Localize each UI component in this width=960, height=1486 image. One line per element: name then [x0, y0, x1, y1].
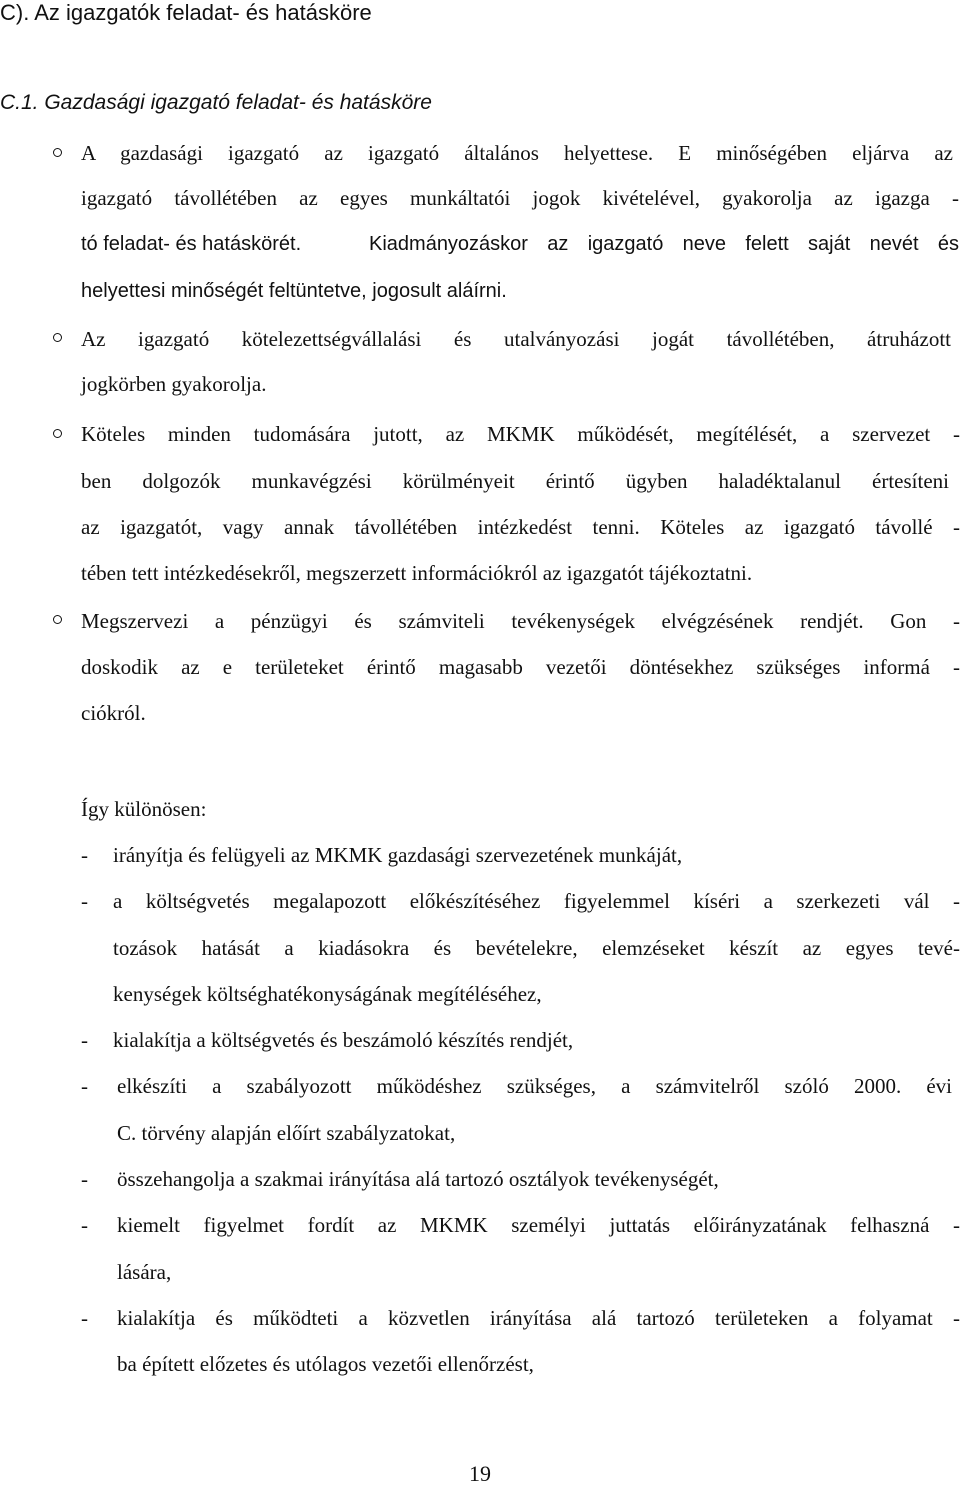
list-intro: Így különösen:	[81, 797, 207, 821]
bullet-marker	[53, 333, 62, 342]
bullet-1-line-4: helyettesi minőségét feltüntetve, jogosult aláírni.	[81, 280, 507, 302]
bullet-1-line-1: A gazdasági igazgató az igazgató általános helyettese. E minőségében eljárva az	[81, 141, 953, 165]
subsection-heading: C.1. Gazdasági igazgató feladat- és hatásköre	[0, 91, 432, 114]
dash-marker: -	[81, 1028, 88, 1052]
bullet-3-line-3: az igazgatót, vagy annak távollétében intézkedést tenni. Köteles az igazgató távollé -	[81, 515, 960, 539]
bullet-3-line-2: ben dolgozók munkavégzési körülményeit érintő ügyben haladéktalanul értesíteni	[81, 469, 949, 493]
dash-3-line-1: kialakítja a költségvetés és beszámoló készítés rendjét,	[113, 1028, 574, 1052]
dash-7-line-2: ba épített előzetes és utólagos vezetői ellenőrzést,	[117, 1352, 534, 1376]
dash-5-line-1: összehangolja a szakmai irányítása alá tartozó osztályok tevékenységét,	[117, 1167, 719, 1191]
bullet-2-line-2: jogkörben gyakorolja.	[81, 372, 267, 396]
dash-4-line-2: C. törvény alapján előírt szabályzatokat,	[117, 1121, 456, 1145]
dash-marker: -	[81, 1306, 88, 1330]
bullet-4-line-1: Megszervezi a pénzügyi és számviteli tevékenységek elvégzésének rendjét. Gon -	[81, 609, 960, 633]
dash-7-line-1: kialakítja és működteti a közvetlen irányítása alá tartozó területeken a folyamat -	[117, 1306, 960, 1330]
bullet-4-line-2: doskodik az e területeket érintő magasabb vezetői döntésekhez szükséges informá -	[81, 655, 960, 679]
dash-4-line-1: elkészíti a szabályozott működéshez szükséges, a számvitelről szóló 2000. évi	[117, 1074, 952, 1098]
page-number: 19	[469, 1461, 491, 1486]
dash-marker: -	[81, 1167, 88, 1191]
bullet-marker	[53, 148, 62, 157]
bullet-marker	[53, 615, 62, 624]
bullet-3-line-4: tében tett intézkedésekről, megszerzett információkról az igazgatót tájékoztatni.	[81, 561, 753, 585]
bullet-2-line-1: Az igazgató kötelezettségvállalási és utalványozási jogát távollétében, átruházott	[81, 327, 951, 351]
bullet-3-line-1: Köteles minden tudomására jutott, az MKMK működését, megítélését, a szervezet -	[81, 422, 960, 446]
dash-marker: -	[81, 1074, 88, 1098]
bullet-1-line-3a: tó feladat- és hatáskörét.	[81, 233, 302, 255]
dash-2-line-1: a költségvetés megalapozott előkészítéséhez figyelemmel kíséri a szerkezeti vál -	[113, 889, 960, 913]
bullet-1-line-3b: Kiadmányozáskor az igazgató neve felett saját nevét és	[369, 233, 959, 255]
section-heading: C). Az igazgatók feladat- és hatásköre	[0, 0, 372, 25]
bullet-marker	[53, 429, 62, 438]
dash-2-line-2: tozások hatását a kiadásokra és bevételekre, elemzéseket készít az egyes tevé-	[113, 936, 960, 960]
dash-2-line-3: kenységek költséghatékonyságának megítéléséhez,	[113, 982, 542, 1006]
dash-marker: -	[81, 843, 88, 867]
dash-6-line-1: kiemelt figyelmet fordít az MKMK személyi juttatás előirányzatának felhaszná -	[117, 1213, 960, 1237]
bullet-4-line-3: ciókról.	[81, 701, 146, 725]
bullet-1-line-2: igazgató távollétében az egyes munkáltatói jogok kivételével, gyakorolja az igazga -	[81, 186, 959, 210]
dash-1-line-1: irányítja és felügyeli az MKMK gazdasági szervezetének munkáját,	[113, 843, 683, 867]
dash-marker: -	[81, 1213, 88, 1237]
dash-marker: -	[81, 889, 88, 913]
dash-6-line-2: lására,	[117, 1260, 172, 1284]
